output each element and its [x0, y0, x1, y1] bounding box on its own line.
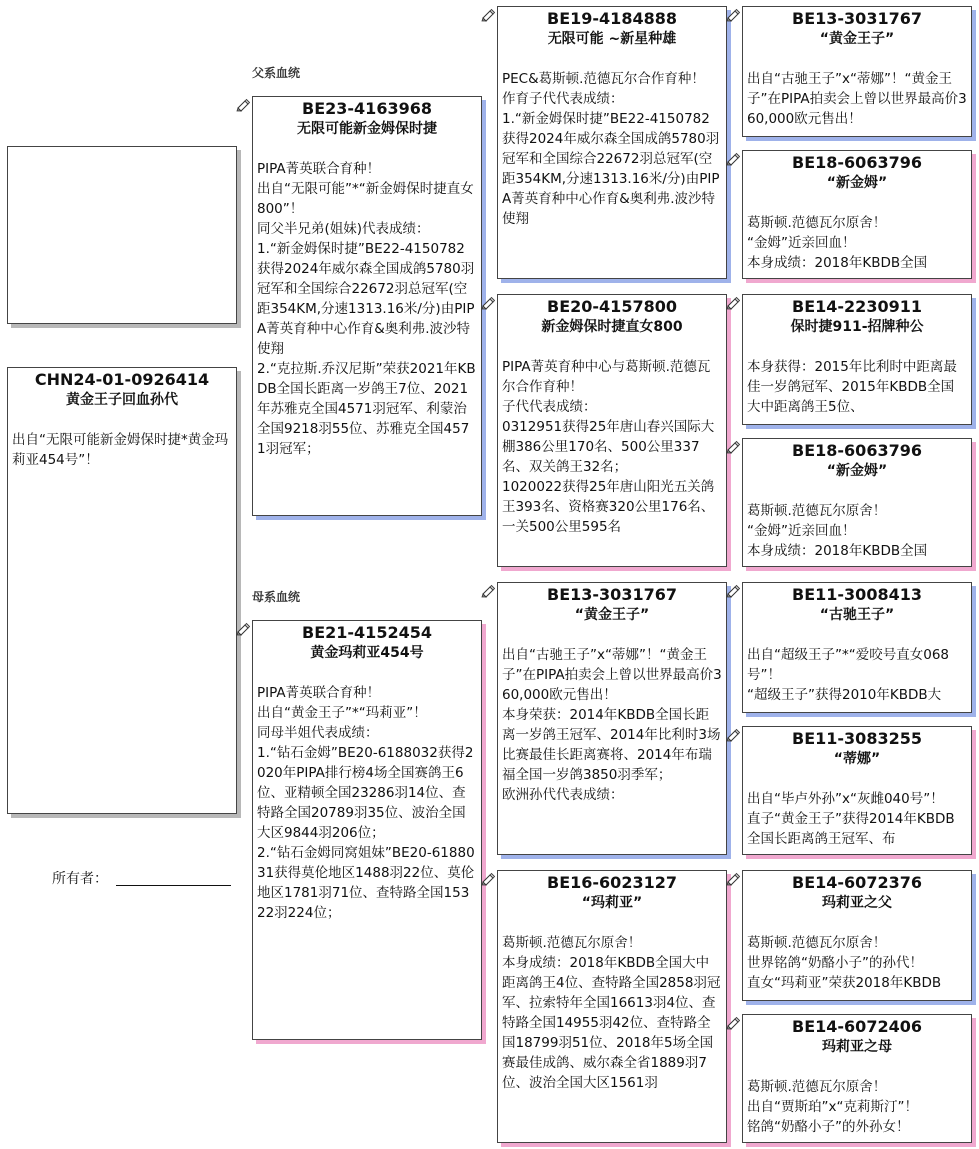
- edit-pencil-icon[interactable]: [481, 584, 495, 598]
- gen4-name: 保时捷911-招牌种公: [790, 319, 924, 335]
- dam-sire-card[interactable]: [497, 582, 727, 855]
- dam-card[interactable]: [252, 620, 482, 1040]
- edit-pencil-icon[interactable]: [481, 872, 495, 886]
- subject-desc: 出自“无限可能新金姆保时捷*黄金玛莉亚454号”！: [12, 432, 229, 468]
- photo-placeholder: [7, 146, 237, 324]
- edit-pencil-icon[interactable]: [236, 98, 250, 112]
- gen4-desc: 葛斯顿.范德瓦尔原舍！ 世界铭鸽“奶酪小子”的孙代！ 直女“玛莉亚”荣获2018年KBDB: [747, 935, 942, 991]
- sire-dam-card[interactable]: [497, 294, 727, 567]
- gen4-ring: BE18-6063796: [792, 153, 922, 172]
- edit-pencil-icon[interactable]: [236, 622, 250, 636]
- gen4-ring: BE14-6072376: [792, 873, 922, 892]
- gen4-card-6[interactable]: [742, 726, 972, 855]
- gen4-name: “新金姆”: [826, 175, 888, 191]
- gen4-name: “黄金王子”: [819, 31, 895, 47]
- gen4-desc: 葛斯顿.范德瓦尔原舍！ “金姆”近亲回血！ 本身成绩：2018年KBDB全国: [747, 503, 928, 559]
- sire-dam-name: 新金姆保时捷直女800: [541, 319, 683, 335]
- gen4-card-1[interactable]: [742, 6, 972, 137]
- gen4-name: 玛莉亚之母: [822, 1039, 892, 1055]
- gen4-card-2[interactable]: [742, 150, 972, 279]
- edit-pencil-icon[interactable]: [726, 440, 740, 454]
- gen4-desc: 出自“毕卢外孙”x“灰雌040号”！ 直子“黄金王子”获得2014年KBDB全国长距离鸽王冠军、布: [747, 791, 955, 847]
- father-line-label: 父系血统: [252, 66, 301, 80]
- dam-sire-name: “黄金王子”: [574, 607, 650, 623]
- dam-ring: BE21-4152454: [302, 623, 432, 642]
- sire-ring: BE23-4163968: [302, 99, 432, 118]
- edit-pencil-icon[interactable]: [726, 584, 740, 598]
- dam-sire-desc: 出自“古驰王子”x“蒂娜”！“黄金王子”在PIPA拍卖会上曾以世界最高价360,000欧元售出！ 本身荣获：2014年KBDB全国长距离一岁鸽王冠军、2014年比利时3场比赛最佳长距离赛将、2014年布瑞福全国一岁鸽3850羽季军； 欧洲孙代代表成绩：: [502, 647, 722, 803]
- edit-pencil-icon[interactable]: [481, 8, 495, 22]
- gen4-name: “新金姆”: [826, 463, 888, 479]
- gen4-card-5[interactable]: [742, 582, 972, 713]
- gen4-desc: 出自“古驰王子”x“蒂娜”！“黄金王子”在PIPA拍卖会上曾以世界最高价360,000欧元售出！: [747, 71, 967, 127]
- dam-dam-desc: 葛斯顿.范德瓦尔原舍！ 本身成绩：2018年KBDB全国大中距离鸽王4位、查特路全国2858羽冠军、拉索特年全国16613羽4位、查特路全国14955羽42位、查特路全国18799羽51位、2018年5场全国赛最佳成鸽、威尔森全省1889羽7位、波治全国大区1561羽: [502, 935, 721, 1091]
- gen4-card-3[interactable]: [742, 294, 972, 425]
- gen4-card-8[interactable]: [742, 1014, 972, 1143]
- subject-ring: CHN24-01-0926414: [34, 370, 210, 389]
- sire-card[interactable]: [252, 96, 482, 516]
- gen4-desc: 葛斯顿.范德瓦尔原舍！ 出自“贾斯珀”x“克莉斯汀”！ 铭鸽“奶酪小子”的外孙女！: [747, 1079, 918, 1135]
- gen4-desc: 葛斯顿.范德瓦尔原舍！ “金姆”近亲回血！ 本身成绩：2018年KBDB全国: [747, 215, 928, 271]
- edit-pencil-icon[interactable]: [726, 728, 740, 742]
- gen4-ring: BE14-6072406: [792, 1017, 922, 1036]
- dam-sire-ring: BE13-3031767: [547, 585, 677, 604]
- sire-sire-ring: BE19-4184888: [547, 9, 677, 28]
- edit-pencil-icon[interactable]: [481, 296, 495, 310]
- sire-dam-desc: PIPA菁英育种中心与葛斯顿.范德瓦尔合作育种！ 子代代表成绩： 0312951获得25年唐山春兴国际大棚386公里170名、500公里337名、双关鸽王32名； 1020022获得25年唐山阳光五关鸽王393名、资格赛320公里176名、一关500公里595名: [502, 359, 715, 535]
- dam-dam-name: “玛莉亚”: [581, 895, 643, 911]
- subject-name: 黄金王子回血孙代: [66, 392, 178, 408]
- gen4-ring: BE14-2230911: [792, 297, 922, 316]
- dam-dam-card[interactable]: [497, 870, 727, 1143]
- subject-card[interactable]: [7, 367, 237, 814]
- gen4-name: “古驰王子”: [819, 607, 895, 623]
- gen4-desc: 出自“超级王子”*“爱咬号直女068号”！ “超级王子”获得2010年KBDB大: [747, 647, 949, 703]
- dam-dam-ring: BE16-6023127: [547, 873, 677, 892]
- edit-pencil-icon[interactable]: [726, 152, 740, 166]
- edit-pencil-icon[interactable]: [726, 872, 740, 886]
- dam-name: 黄金玛莉亚454号: [310, 645, 424, 661]
- sire-desc: PIPA菁英联合育种！ 出自“无限可能”*“新金姆保时捷直女800”！ 同父半兄弟(姐妹)代表成绩： 1.“新金姆保时捷”BE22-4150782获得2024年威尔森全国成鸽5780羽冠军和全国综合22672羽总冠军(空距354KM,分速1313.16米/分)由PIPA菁英育种中心作育&奥利弗.波沙特使翔 2.“克拉斯.乔汉尼斯”荣获2021年KBDB全国长距离一岁鸽王7位、2021年苏雅克全国4571羽冠军、利蒙治全国9218羽55位、苏雅克全国4571羽冠军；: [257, 161, 476, 457]
- gen4-ring: BE11-3008413: [792, 585, 922, 604]
- owner-label: 所有者：: [52, 871, 108, 887]
- gen4-desc: 本身获得：2015年比利时中距离最佳一岁鸽冠军、2015年KBDB全国大中距离鸽王5位、: [747, 359, 957, 415]
- gen4-card-7[interactable]: [742, 870, 972, 1001]
- gen4-name: 玛莉亚之父: [822, 895, 892, 911]
- owner-input-line[interactable]: [116, 885, 231, 886]
- gen4-ring: BE18-6063796: [792, 441, 922, 460]
- gen4-ring: BE11-3083255: [792, 729, 922, 748]
- edit-pencil-icon[interactable]: [726, 8, 740, 22]
- sire-sire-card[interactable]: [497, 6, 727, 279]
- mother-line-label: 母系血统: [252, 590, 301, 604]
- edit-pencil-icon[interactable]: [726, 296, 740, 310]
- gen4-ring: BE13-3031767: [792, 9, 922, 28]
- gen4-card-4[interactable]: [742, 438, 972, 567]
- gen4-name: “蒂娜”: [833, 751, 881, 767]
- sire-name: 无限可能新金姆保时捷: [297, 121, 437, 137]
- sire-sire-desc: PEC&葛斯顿.范德瓦尔合作育种！ 作育子代代表成绩： 1.“新金姆保时捷”BE22-4150782获得2024年威尔森全国成鸽5780羽冠军和全国综合22672羽总冠军(空距354KM,分速1313.16米/分)由PIPA菁英育种中心作育&奥利弗.波沙特使翔: [502, 71, 720, 227]
- dam-desc: PIPA菁英联合育种！ 出自“黄金王子”*“玛莉亚”！ 同母半姐代表成绩： 1.“钻石金姆”BE20-6188032获得2020年PIPA排行榜4场全国赛鸽王6位、亚精顿全国23286羽14位、查特路全国20789羽35位、波治全国大区9844羽206位； 2.“钻石金姆同窝姐妹”BE20-6188031获得莫伦地区1488羽22位、莫伦地区1781羽71位、查特路全国15322羽224位；: [257, 685, 475, 921]
- sire-dam-ring: BE20-4157800: [547, 297, 677, 316]
- edit-pencil-icon[interactable]: [726, 1016, 740, 1030]
- sire-sire-name: 无限可能 ~新星种雄: [547, 31, 677, 47]
